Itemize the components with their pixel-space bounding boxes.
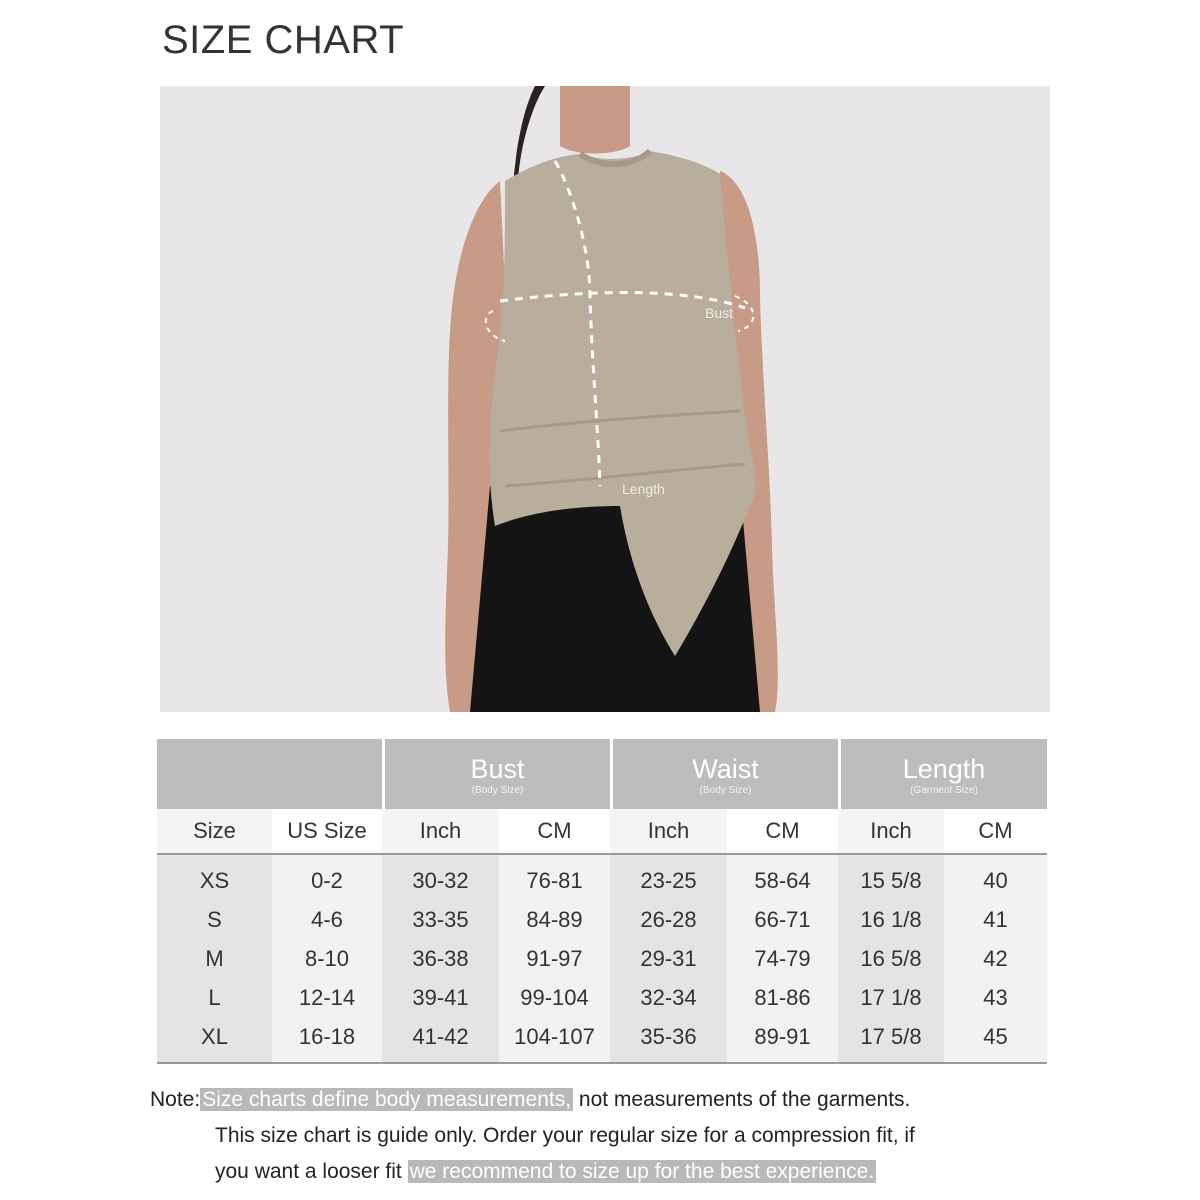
column-header-row [157,809,1047,853]
group-header-length: Length (Garment Size) [838,739,1047,809]
note-text: not measurements of the garments. [573,1088,911,1111]
column-header: CM [727,809,838,853]
note-text: This size chart is guide only. Order your regular size for a compression fit, if [215,1124,915,1147]
size-table [157,739,1047,1064]
note-highlight: Size charts define body measurements, [202,1088,572,1111]
page-title: SIZE CHART [162,18,405,62]
bust-label: Bust [705,305,734,321]
column-header: Inch [838,809,944,853]
column-header: Size [157,809,272,853]
group-header-waist: Waist (Body Size) [610,739,838,809]
column-header: CM [944,809,1047,853]
note-label: Note: [150,1088,201,1111]
column-header: US Size [272,809,382,853]
note-highlight: we recommend to size up for the best experience. [409,1160,875,1183]
column-header: Inch [610,809,727,853]
table-row: L 12-14 39-41 99-104 32-34 81-86 17 1/8 43 [157,978,1047,1017]
length-label: Length [622,481,665,497]
note-text: you want a looser fit [215,1160,408,1183]
table-row: M 8-10 36-38 91-97 29-31 74-79 16 5/8 42 [157,939,1047,978]
divider [157,1062,1047,1064]
table-row: XS 0-2 30-32 76-81 23-25 58-64 15 5/8 40 [157,855,1047,900]
column-header: CM [499,809,610,853]
product-photo [160,86,1050,712]
size-note [150,1082,1070,1190]
table-row: S 4-6 33-35 84-89 26-28 66-71 16 1/8 41 [157,900,1047,939]
group-header-bust: Bust (Body Size) [382,739,610,809]
table-row: XL 16-18 41-42 104-107 35-36 89-91 17 5/8 45 [157,1017,1047,1062]
column-header: Inch [382,809,499,853]
model-illustration [160,86,1050,712]
table-corner [157,739,382,809]
